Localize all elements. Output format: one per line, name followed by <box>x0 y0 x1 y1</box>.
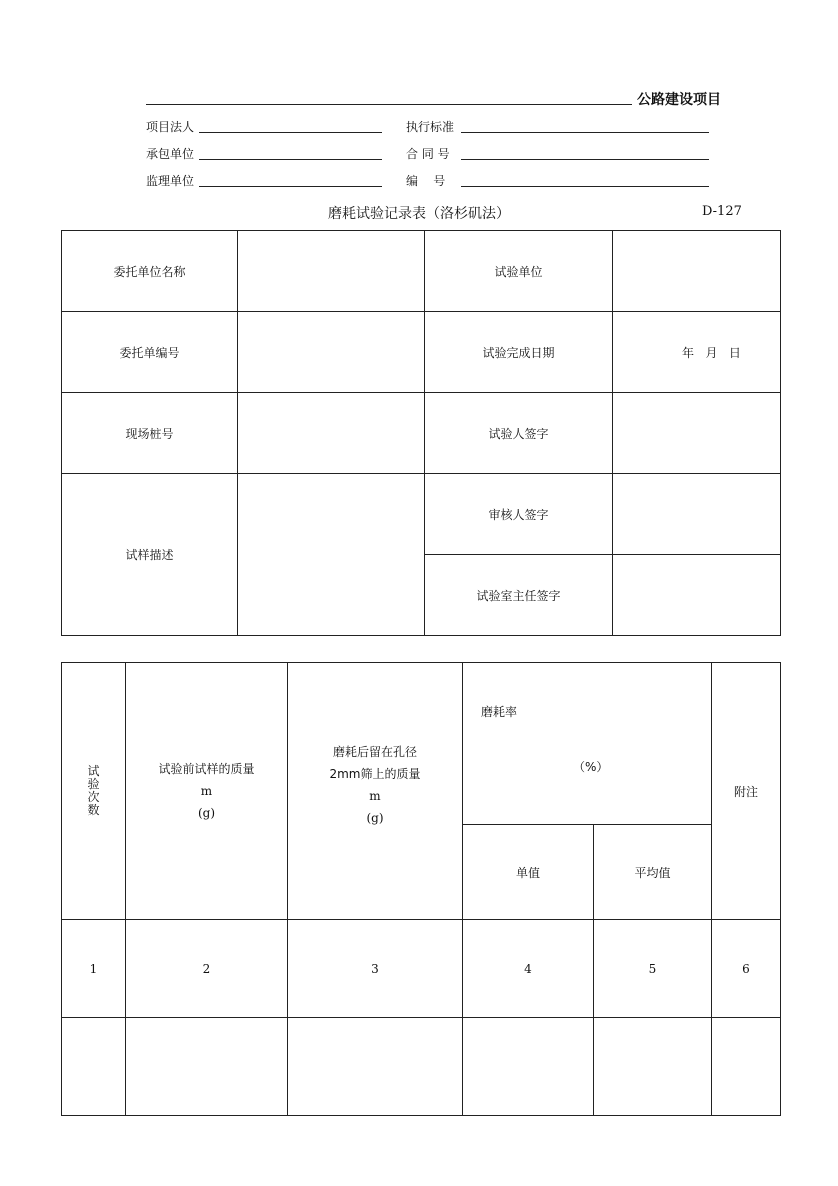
sample-desc-cell[interactable] <box>238 474 425 636</box>
test-unit-cell[interactable] <box>613 231 781 312</box>
col-wear-rate-unit: （%） <box>573 760 609 774</box>
col-wear-rate-header <box>463 663 712 825</box>
col-mass-before-header <box>126 663 288 920</box>
test-unit-label: 试验单位 <box>425 231 613 312</box>
project-owner-field[interactable] <box>199 132 382 133</box>
col-mass-before-unit: (g) <box>197 806 216 820</box>
data-cell-mass-before[interactable] <box>126 1018 288 1116</box>
contract-no-field[interactable] <box>461 159 709 160</box>
station-label: 现场桩号 <box>62 393 238 474</box>
data-cell-trial-no[interactable] <box>62 1018 126 1116</box>
client-name-label: 委托单位名称 <box>62 231 238 312</box>
col-average-header: 平均值 <box>594 825 712 920</box>
col-remarks-header: 附注 <box>712 663 781 920</box>
col-mass-after-line1: 磨耗后留在孔径 <box>332 745 417 759</box>
col-number-4: 4 <box>463 920 594 1018</box>
col-number-6: 6 <box>712 920 781 1018</box>
reviewer-sign-cell[interactable] <box>613 474 781 555</box>
station-cell[interactable] <box>238 393 425 474</box>
project-name-line[interactable] <box>146 104 632 105</box>
info-table <box>61 230 781 636</box>
col-mass-after-line2: 2mm筛上的质量 <box>329 767 421 781</box>
commission-no-label: 委托单编号 <box>62 312 238 393</box>
project-owner-label: 项目法人 <box>146 120 195 134</box>
col-number-2: 2 <box>126 920 288 1018</box>
sample-desc-label: 试样描述 <box>62 474 238 636</box>
completion-date-cell[interactable] <box>613 312 781 393</box>
form-code: D-127 <box>702 204 742 219</box>
col-single-value-header: 单值 <box>463 825 594 920</box>
data-cell-mass-after[interactable] <box>288 1018 463 1116</box>
form-title: 磨耗试验记录表（洛杉矶法） <box>328 206 510 222</box>
completion-date-label: 试验完成日期 <box>425 312 613 393</box>
col-mass-before-symbol: m <box>200 784 213 798</box>
col-trial-no-text: 试验次数 <box>87 764 100 817</box>
serial-no-label: 编 号 <box>406 174 446 188</box>
contractor-field[interactable] <box>199 159 382 160</box>
standard-label: 执行标准 <box>406 120 455 134</box>
lab-director-sign-label: 试验室主任签字 <box>425 555 613 636</box>
col-number-1: 1 <box>62 920 126 1018</box>
supervisor-label: 监理单位 <box>146 174 195 188</box>
data-table <box>61 662 781 1116</box>
col-mass-after-header <box>288 663 463 920</box>
data-cell-average[interactable] <box>594 1018 712 1116</box>
col-wear-rate-title: 磨耗率 <box>481 705 518 719</box>
col-number-5: 5 <box>594 920 712 1018</box>
commission-no-cell[interactable] <box>238 312 425 393</box>
serial-no-field[interactable] <box>461 186 709 187</box>
contract-no-label: 合 同 号 <box>406 147 450 161</box>
col-mass-before-title: 试验前试样的质量 <box>158 762 255 776</box>
contractor-label: 承包单位 <box>146 147 195 161</box>
lab-director-sign-cell[interactable] <box>613 555 781 636</box>
reviewer-sign-label: 审核人签字 <box>425 474 613 555</box>
tester-sign-label: 试验人签字 <box>425 393 613 474</box>
standard-field[interactable] <box>461 132 709 133</box>
tester-sign-cell[interactable] <box>613 393 781 474</box>
col-mass-after-symbol: m <box>369 789 381 803</box>
client-name-cell[interactable] <box>238 231 425 312</box>
supervisor-field[interactable] <box>199 186 382 187</box>
data-cell-single-value[interactable] <box>463 1018 594 1116</box>
col-number-3: 3 <box>288 920 463 1018</box>
project-label: 公路建设项目 <box>637 92 721 108</box>
col-trial-no-header <box>62 663 126 920</box>
date-placeholder: 年 月 日 <box>682 345 741 360</box>
data-cell-remarks[interactable] <box>712 1018 781 1116</box>
col-mass-after-unit: (g) <box>366 811 384 825</box>
